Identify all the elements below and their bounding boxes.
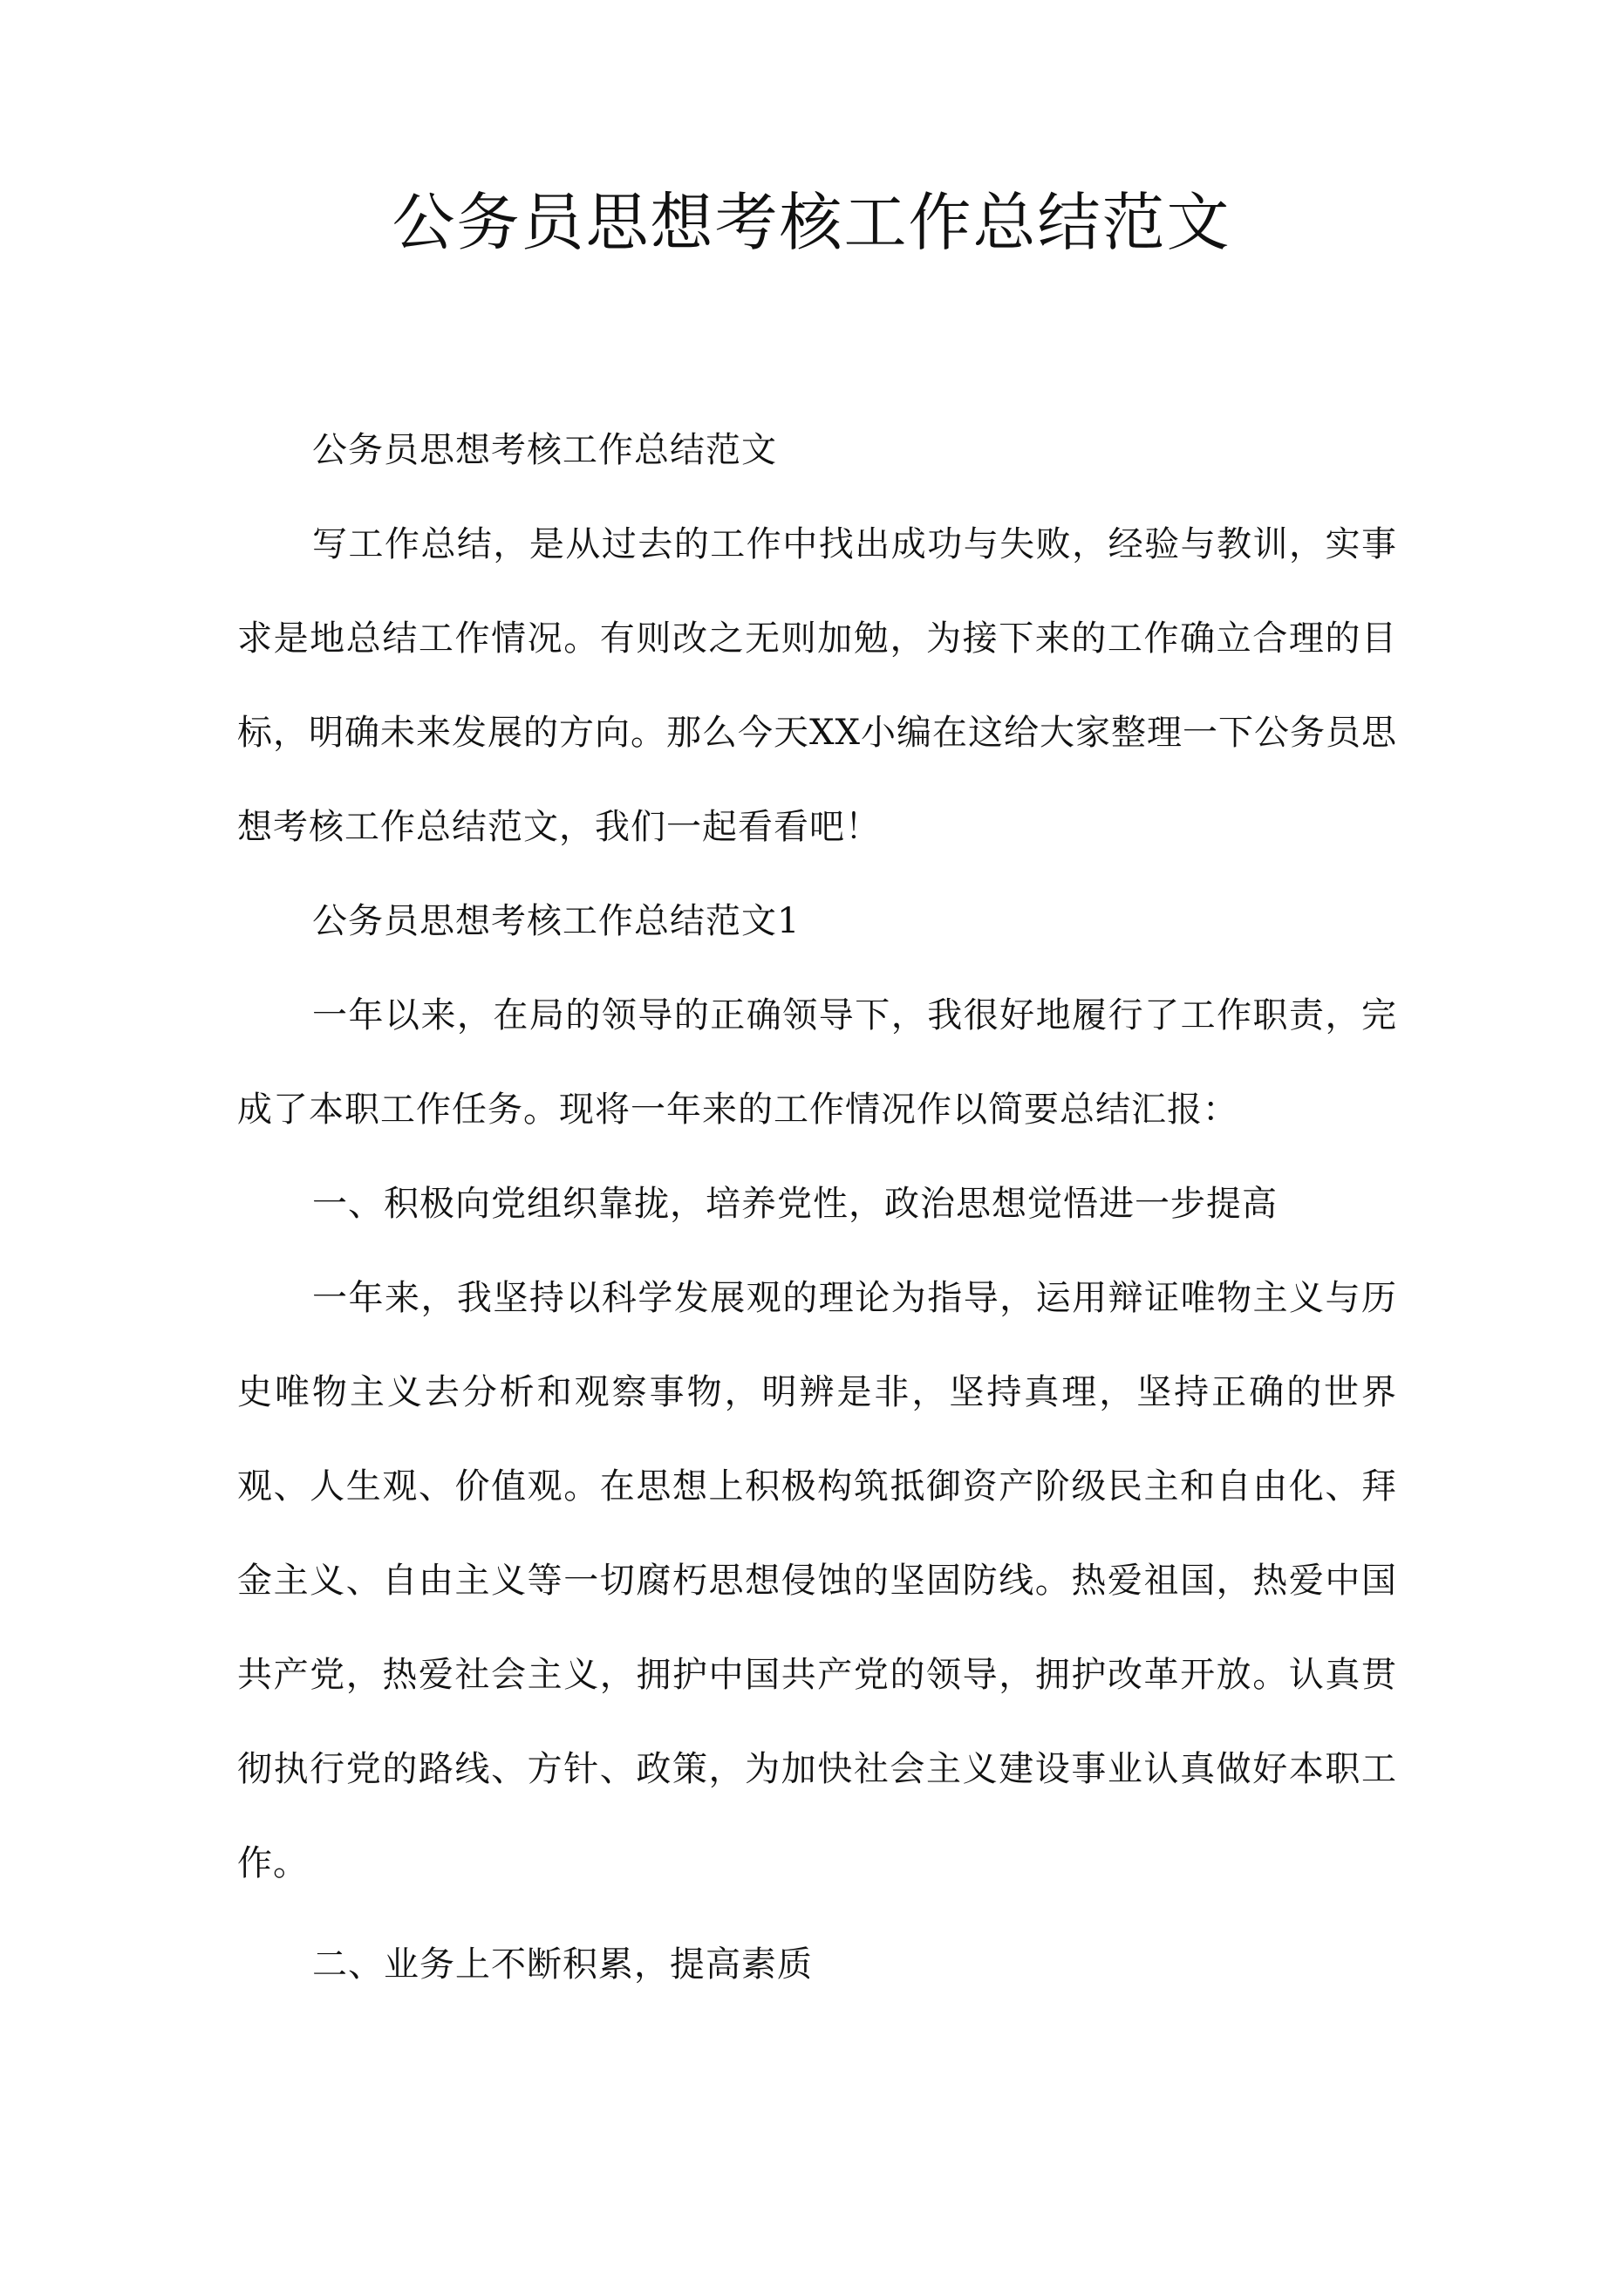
paragraph-intro: 写工作总结，是从过去的工作中找出成功与失败，经验与教训，实事求是地总结工作情况。有则改之无则加勉，为接下来的工作确立合理的目标，明确未来发展的方向。那么今天XX小编在这给大家整理一下公务员思想考核工作总结范文，我们一起看看吧！ <box>237 524 1397 847</box>
paragraph-opening: 一年以来，在局的领导的正确领导下，我很好地履行了工作职责，完成了本职工作任务。现将一年来的工作情况作以简要总结汇报： <box>237 995 1397 1130</box>
document-body <box>237 403 1397 2012</box>
document-title: 公务员思想考核工作总结范文 <box>392 186 1231 259</box>
paragraph-subtitle: 公务员思想考核工作总结范文 <box>312 430 777 470</box>
paragraph-heading-one: 一、积极向党组织靠拢，培养党性，政治思想觉悟进一步提高 <box>312 1184 1278 1224</box>
paragraph-heading-two: 二、业务上不断积累，提高素质 <box>312 1944 813 1985</box>
paragraph-political-thought: 一年来，我坚持以科学发展观的理论为指导，运用辩证唯物主义与历史唯物主义去分析和观察事物，明辨是非，坚持真理，坚持正确的世界观、人生观、价值观。在思想上积极构筑抵御资产阶级民主和自由化、拜金主义、自由主义等一切腐朽思想侵蚀的坚固防线。热爱祖国，热爱中国共产党，热爱社会主义，拥护中国共产党的领导，拥护改革开放。认真贯彻执行党的路线、方针、政策，为加快社会主义建设事业认真做好本职工作。 <box>237 1278 1397 1883</box>
paragraph-section-heading: 公务员思想考核工作总结范文1 <box>312 901 801 941</box>
